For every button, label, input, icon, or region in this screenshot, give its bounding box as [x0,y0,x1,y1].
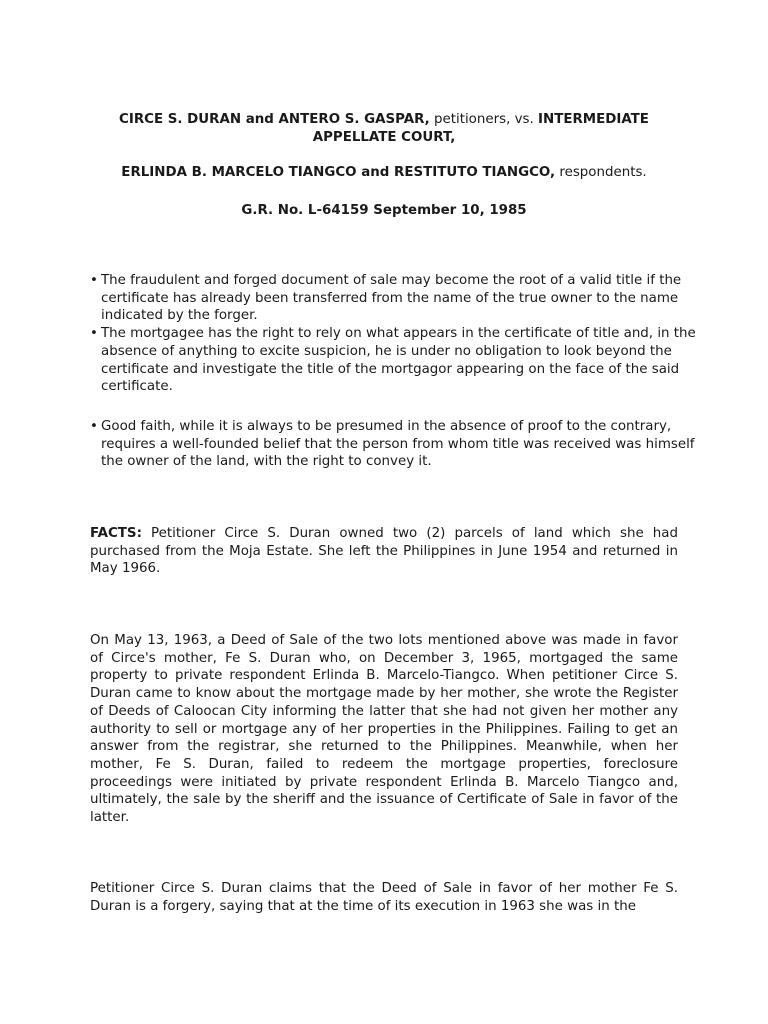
doctrine-item [76,325,696,396]
facts-label: FACTS: [90,526,142,541]
doctrine-text: Good faith, while it is always to be presumed in the absence of proof to the contrary, requires a well-founded belief that the person from whom title was received was himself the owner of the land, with the right to convey it. [101,419,695,470]
petitioners-versus-text: petitioners, vs. [429,112,538,127]
court-name: INTERMEDIATE APPELLATE COURT, [312,112,649,145]
facts-paragraph [90,525,678,578]
respondents-names: ERLINDA B. MARCELO TIANGCO and RESTITUTO TIANGCO, [121,165,556,180]
doctrine-text: The fraudulent and forged document of sale may become the root of a valid title if the certificate has already been transferred from the name of the true owner to the name indicated by the forger. [101,273,682,324]
bullet-icon: • [90,419,98,434]
doctrine-list-continued [76,418,696,471]
body-paragraph: Petitioner Circe S. Duran claims that the Deed of Sale in favor of her mother Fe S. Duran is a forgery, saying that at the time of its execution in 1963 she was in the [90,881,678,914]
doctrine-item [76,272,696,325]
bullet-icon: • [90,273,98,288]
body-paragraph: On May 13, 1963, a Deed of Sale of the two lots mentioned above was made in favor of Circe's mother, Fe S. Duran who, on December 3, 1965, mortgaged the same property to private respondent Erlinda B. Marcelo-Tiangco. When petitioner Circe S. Duran came to know about the mortgage made by her mother, she wrote the Register of Deeds of Caloocan City informing the latter that she had not given her mother any authority to sell or mortgage any of her properties in the Philippines. Failing to get an answer from the registrar, she returned to the Philippines. Meanwhile, when her mother, Fe S. Duran, failed to redeem the mortgage properties, foreclosure proceedings were initiated by private respondent Erlinda B. Marcelo Tiangco and, ultimately, the sale by the sheriff and the issuance of Certificate of Sale in favor of the latter. [90,633,678,826]
case-title-respondents [90,164,678,182]
petitioners-names: CIRCE S. DURAN and ANTERO S. GASPAR, [119,112,430,127]
case-title-parties [90,111,678,146]
doctrine-item [76,418,696,471]
case-number [90,202,678,220]
doctrine-text: The mortgagee has the right to rely on what appears in the certificate of title and, in the absence of anything to excite suspicion, he is under no obligation to look beyond the certificate and investigate the title of the mortgagor appearing on the face of the said certificate. [101,326,696,395]
case-number-text: G.R. No. L-64159 September 10, 1985 [241,203,527,218]
respondents-label: respondents. [555,165,647,180]
facts-text: Petitioner Circe S. Duran owned two (2) parcels of land which she had purchased from the Moja Estate. She left the Philippines in June 1954 and returned in May 1966. [90,526,678,577]
bullet-icon: • [90,326,98,342]
doctrine-list [76,272,696,396]
